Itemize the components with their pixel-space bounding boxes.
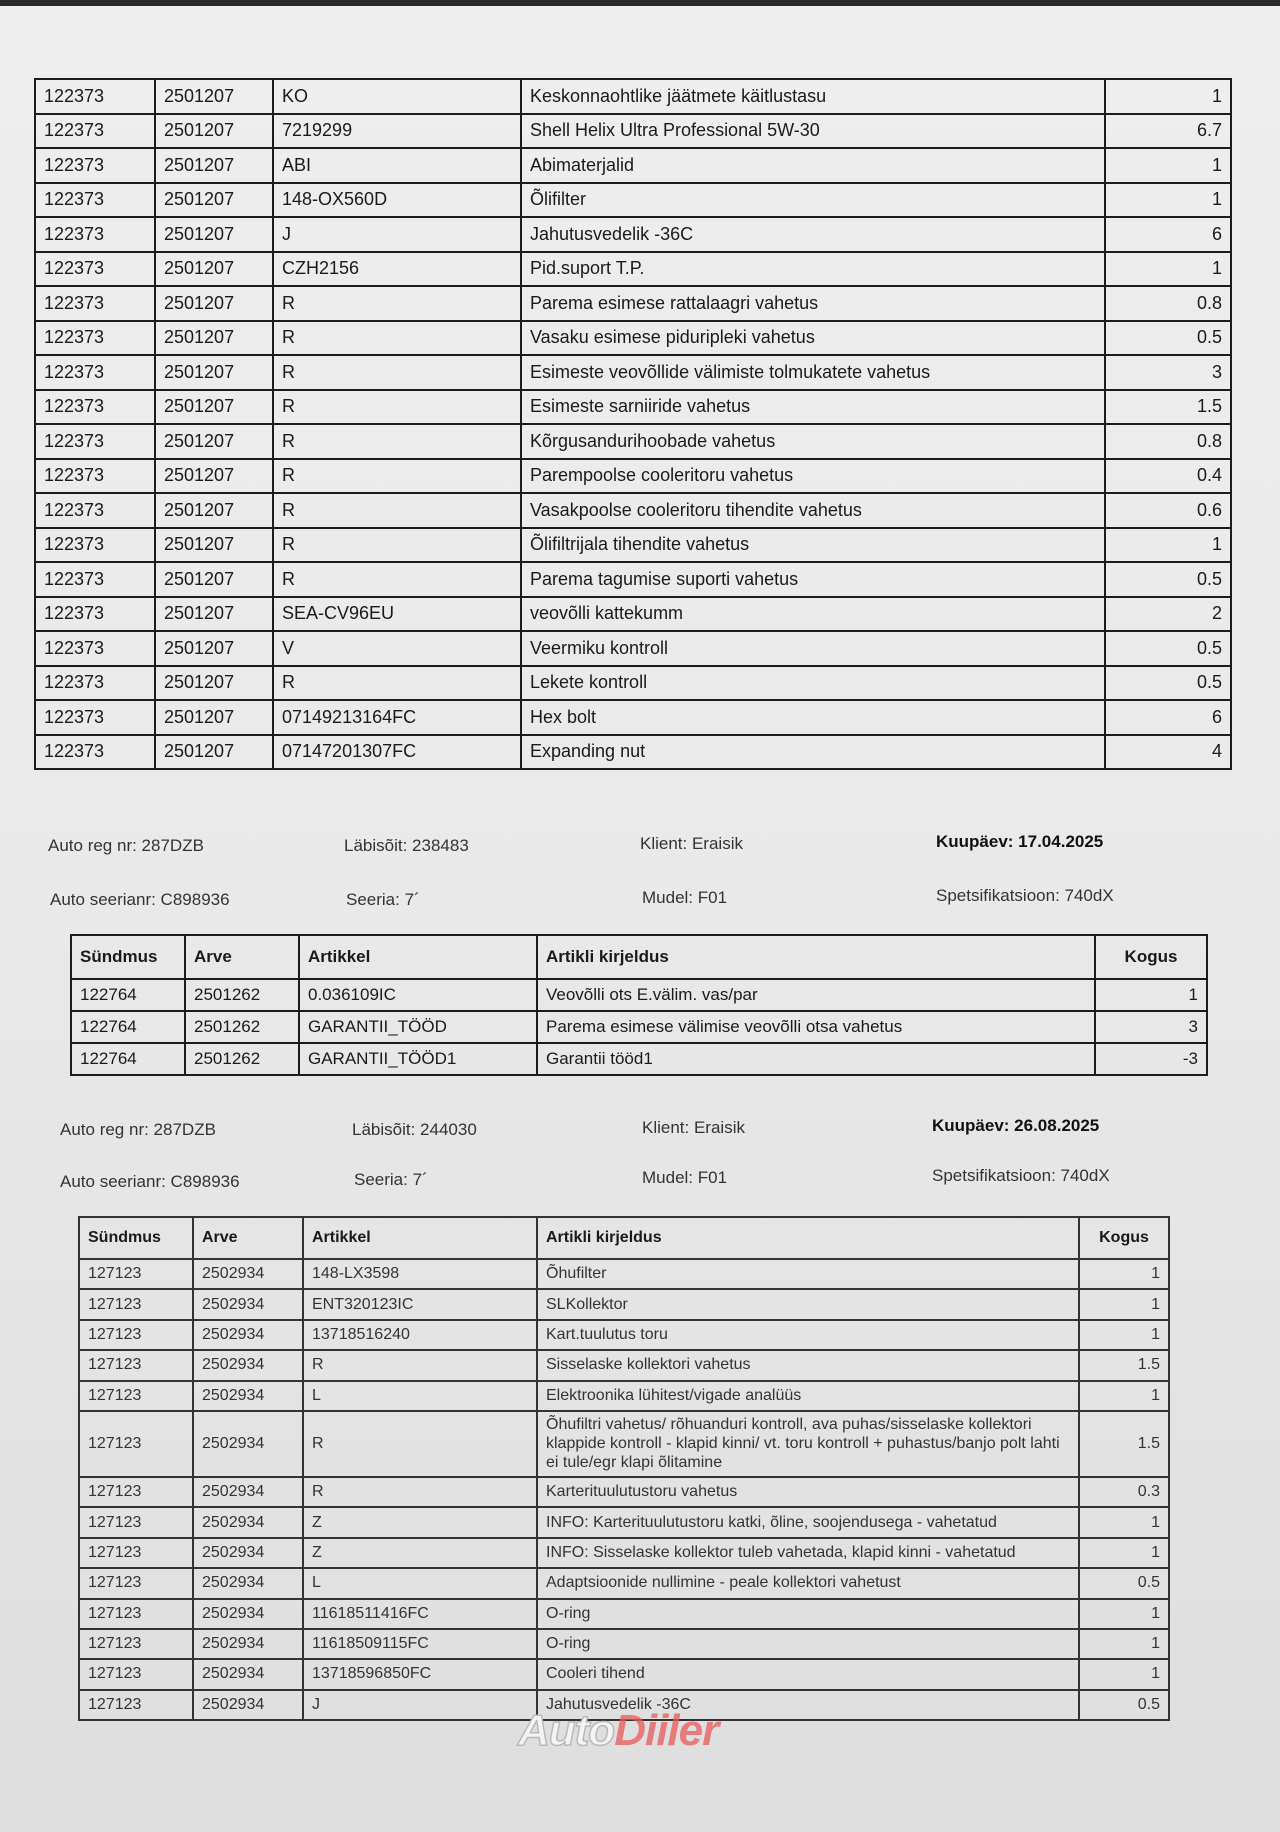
article-cell: L xyxy=(303,1381,537,1411)
quantity-cell: 6.7 xyxy=(1105,114,1231,149)
description-cell: Jahutusvedelik -36C xyxy=(537,1690,1079,1720)
model: Mudel: F01 xyxy=(642,1168,728,1187)
mileage: Läbisõit: 244030 xyxy=(352,1120,477,1139)
description-cell: Hex bolt xyxy=(521,700,1105,735)
invoice-cell: 2502934 xyxy=(193,1599,303,1629)
description-cell: Kõrgusandurihoobade vahetus xyxy=(521,424,1105,459)
table-row xyxy=(35,148,1231,183)
description-cell: Sisselaske kollektori vahetus xyxy=(537,1350,1079,1380)
invoice-cell: 2501207 xyxy=(155,148,273,183)
auto-reg-nr: Auto reg nr: 287DZB xyxy=(60,1120,216,1139)
top-edge xyxy=(0,0,1280,6)
table-row xyxy=(35,493,1231,528)
invoice-cell: 2501262 xyxy=(185,979,299,1011)
table-row xyxy=(79,1507,1169,1537)
article-cell: R xyxy=(273,666,521,701)
event-cell: 127123 xyxy=(79,1350,193,1380)
invoice-cell: 2501262 xyxy=(185,1043,299,1075)
event-cell: 122373 xyxy=(35,183,155,218)
description-cell: Parempoolse cooleritoru vahetus xyxy=(521,459,1105,494)
quantity-cell: 1 xyxy=(1079,1599,1169,1629)
table-row xyxy=(35,700,1231,735)
service-items-table-1 xyxy=(34,78,1232,770)
article-cell: 11618509115FC xyxy=(303,1629,537,1659)
quantity-cell: 6 xyxy=(1105,217,1231,252)
description-cell: INFO: Karterituulutustoru katki, õline, soojendusega - vahetatud xyxy=(537,1507,1079,1537)
event-cell: 127123 xyxy=(79,1320,193,1350)
quantity-cell: 1 xyxy=(1079,1381,1169,1411)
invoice-cell: 2501207 xyxy=(155,700,273,735)
quantity-cell: 1 xyxy=(1079,1538,1169,1568)
mileage: Läbisõit: 238483 xyxy=(344,836,469,855)
table-row xyxy=(79,1568,1169,1598)
description-cell: Veovõlli ots E.välim. vas/par xyxy=(537,979,1095,1011)
description-cell: Keskonnaohtlike jäätmete käitlustasu xyxy=(521,79,1105,114)
invoice-cell: 2501207 xyxy=(155,114,273,149)
event-cell: 122373 xyxy=(35,321,155,356)
date: Kuupäev: 17.04.2025 xyxy=(936,832,1104,851)
event-cell: 122373 xyxy=(35,114,155,149)
invoice-cell: 2501207 xyxy=(155,217,273,252)
header-article: Artikkel xyxy=(303,1217,537,1259)
invoice-cell: 2501262 xyxy=(185,1011,299,1043)
description-cell: Parema esimese välimise veovõlli otsa vahetus xyxy=(537,1011,1095,1043)
quantity-cell: 1.5 xyxy=(1079,1411,1169,1477)
article-cell: L xyxy=(303,1568,537,1598)
invoice-cell: 2501207 xyxy=(155,528,273,563)
description-cell: Elektroonika lühitest/vigade analüüs xyxy=(537,1381,1079,1411)
article-cell: 0.036109IC xyxy=(299,979,537,1011)
quantity-cell: 1 xyxy=(1105,148,1231,183)
quantity-cell: 0.3 xyxy=(1079,1477,1169,1507)
invoice-cell: 2501207 xyxy=(155,424,273,459)
description-cell: Jahutusvedelik -36C xyxy=(521,217,1105,252)
article-cell: R xyxy=(273,459,521,494)
table-row xyxy=(79,1599,1169,1629)
quantity-cell: 3 xyxy=(1095,1011,1207,1043)
header-description: Artikli kirjeldus xyxy=(537,1217,1079,1259)
description-cell: O-ring xyxy=(537,1629,1079,1659)
quantity-cell: 1 xyxy=(1105,528,1231,563)
quantity-cell: 3 xyxy=(1105,355,1231,390)
quantity-cell: 1.5 xyxy=(1105,390,1231,425)
event-cell: 122373 xyxy=(35,597,155,632)
article-cell: R xyxy=(273,424,521,459)
invoice-cell: 2501207 xyxy=(155,597,273,632)
article-cell: 13718596850FC xyxy=(303,1659,537,1689)
header-invoice: Arve xyxy=(185,935,299,979)
event-cell: 127123 xyxy=(79,1411,193,1477)
table-row xyxy=(35,114,1231,149)
model: Mudel: F01 xyxy=(642,888,728,907)
quantity-cell: 0.4 xyxy=(1105,459,1231,494)
article-cell: 07149213164FC xyxy=(273,700,521,735)
article-cell: 148-OX560D xyxy=(273,183,521,218)
client: Klient: Eraisik xyxy=(642,1118,745,1137)
invoice-cell: 2501207 xyxy=(155,252,273,287)
event-cell: 127123 xyxy=(79,1599,193,1629)
service-items-table-2 xyxy=(70,934,1208,1076)
table-row xyxy=(35,597,1231,632)
article-cell: 7219299 xyxy=(273,114,521,149)
invoice-cell: 2502934 xyxy=(193,1259,303,1289)
event-cell: 122373 xyxy=(35,355,155,390)
quantity-cell: 0.5 xyxy=(1079,1690,1169,1720)
article-cell: R xyxy=(273,493,521,528)
quantity-cell: 0.5 xyxy=(1105,666,1231,701)
description-cell: Vasakpoolse cooleritoru tihendite vahetus xyxy=(521,493,1105,528)
header-invoice: Arve xyxy=(193,1217,303,1259)
quantity-cell: 1.5 xyxy=(1079,1350,1169,1380)
quantity-cell: 0.5 xyxy=(1105,321,1231,356)
description-cell: Karterituulutustoru vahetus xyxy=(537,1477,1079,1507)
date: Kuupäev: 26.08.2025 xyxy=(932,1116,1100,1135)
invoice-cell: 2502934 xyxy=(193,1350,303,1380)
quantity-cell: 1 xyxy=(1079,1320,1169,1350)
description-cell: SLKollektor xyxy=(537,1289,1079,1319)
table-row xyxy=(35,79,1231,114)
event-cell: 127123 xyxy=(79,1568,193,1598)
description-cell: Parema tagumise suporti vahetus xyxy=(521,562,1105,597)
quantity-cell: 4 xyxy=(1105,735,1231,770)
article-cell: R xyxy=(273,321,521,356)
invoice-cell: 2501207 xyxy=(155,79,273,114)
description-cell: Õlifiltrijala tihendite vahetus xyxy=(521,528,1105,563)
table-row xyxy=(71,1011,1207,1043)
table-row xyxy=(35,459,1231,494)
table-row xyxy=(71,1043,1207,1075)
table-row xyxy=(35,390,1231,425)
table-row xyxy=(35,217,1231,252)
article-cell: R xyxy=(273,390,521,425)
quantity-cell: -3 xyxy=(1095,1043,1207,1075)
description-cell: Shell Helix Ultra Professional 5W-30 xyxy=(521,114,1105,149)
quantity-cell: 1 xyxy=(1079,1289,1169,1319)
table-row xyxy=(79,1477,1169,1507)
description-cell: Esimeste sarniiride vahetus xyxy=(521,390,1105,425)
article-cell: R xyxy=(273,528,521,563)
table-row xyxy=(35,286,1231,321)
table-row xyxy=(79,1629,1169,1659)
event-cell: 127123 xyxy=(79,1507,193,1537)
quantity-cell: 0.5 xyxy=(1105,631,1231,666)
event-cell: 122373 xyxy=(35,459,155,494)
article-cell: 07147201307FC xyxy=(273,735,521,770)
event-cell: 122373 xyxy=(35,700,155,735)
invoice-cell: 2502934 xyxy=(193,1690,303,1720)
invoice-cell: 2502934 xyxy=(193,1411,303,1477)
event-cell: 122764 xyxy=(71,1043,185,1075)
invoice-cell: 2502934 xyxy=(193,1381,303,1411)
invoice-cell: 2502934 xyxy=(193,1629,303,1659)
auto-reg-nr: Auto reg nr: 287DZB xyxy=(48,836,204,855)
series: Seeria: 7´ xyxy=(354,1170,428,1189)
series: Seeria: 7´ xyxy=(346,890,420,909)
article-cell: 13718516240 xyxy=(303,1320,537,1350)
quantity-cell: 1 xyxy=(1079,1629,1169,1659)
event-cell: 122373 xyxy=(35,493,155,528)
table-row xyxy=(35,321,1231,356)
invoice-cell: 2502934 xyxy=(193,1507,303,1537)
event-cell: 122373 xyxy=(35,424,155,459)
table-row xyxy=(79,1381,1169,1411)
description-cell: Garantii tööd1 xyxy=(537,1043,1095,1075)
description-cell: Adaptsioonide nullimine - peale kollektori vahetust xyxy=(537,1568,1079,1598)
article-cell: R xyxy=(303,1350,537,1380)
event-cell: 127123 xyxy=(79,1538,193,1568)
header-article: Artikkel xyxy=(299,935,537,979)
invoice-cell: 2501207 xyxy=(155,666,273,701)
description-cell: O-ring xyxy=(537,1599,1079,1629)
event-cell: 122373 xyxy=(35,217,155,252)
description-cell: Veermiku kontroll xyxy=(521,631,1105,666)
article-cell: R xyxy=(273,562,521,597)
event-cell: 127123 xyxy=(79,1659,193,1689)
invoice-cell: 2501207 xyxy=(155,493,273,528)
table-row xyxy=(79,1659,1169,1689)
invoice-cell: 2501207 xyxy=(155,286,273,321)
invoice-cell: 2502934 xyxy=(193,1477,303,1507)
quantity-cell: 1 xyxy=(1105,183,1231,218)
invoice-cell: 2502934 xyxy=(193,1320,303,1350)
quantity-cell: 1 xyxy=(1105,79,1231,114)
event-cell: 122373 xyxy=(35,252,155,287)
header-event: Sündmus xyxy=(79,1217,193,1259)
table-row xyxy=(35,666,1231,701)
event-cell: 127123 xyxy=(79,1690,193,1720)
header-description: Artikli kirjeldus xyxy=(537,935,1095,979)
table-row xyxy=(79,1538,1169,1568)
table-row xyxy=(79,1289,1169,1319)
description-cell: Lekete kontroll xyxy=(521,666,1105,701)
description-cell: Õhufilter xyxy=(537,1259,1079,1289)
table-row xyxy=(79,1350,1169,1380)
invoice-cell: 2501207 xyxy=(155,562,273,597)
article-cell: R xyxy=(273,355,521,390)
article-cell: R xyxy=(303,1411,537,1477)
invoice-cell: 2501207 xyxy=(155,631,273,666)
header-quantity: Kogus xyxy=(1095,935,1207,979)
description-cell: Abimaterjalid xyxy=(521,148,1105,183)
quantity-cell: 1 xyxy=(1079,1507,1169,1537)
description-cell: Esimeste veovõllide välimiste tolmukatete vahetus xyxy=(521,355,1105,390)
invoice-cell: 2502934 xyxy=(193,1538,303,1568)
article-cell: 11618511416FC xyxy=(303,1599,537,1629)
event-cell: 127123 xyxy=(79,1477,193,1507)
quantity-cell: 0.8 xyxy=(1105,286,1231,321)
quantity-cell: 1 xyxy=(1105,252,1231,287)
table-row xyxy=(35,183,1231,218)
invoice-cell: 2501207 xyxy=(155,390,273,425)
quantity-cell: 6 xyxy=(1105,700,1231,735)
article-cell: Z xyxy=(303,1507,537,1537)
table-row xyxy=(35,528,1231,563)
invoice-cell: 2501207 xyxy=(155,321,273,356)
article-cell: Z xyxy=(303,1538,537,1568)
article-cell: KO xyxy=(273,79,521,114)
specification: Spetsifikatsioon: 740dX xyxy=(936,886,1114,905)
description-cell: Pid.suport T.P. xyxy=(521,252,1105,287)
description-cell: Cooleri tihend xyxy=(537,1659,1079,1689)
article-cell: R xyxy=(303,1477,537,1507)
table-row xyxy=(79,1259,1169,1289)
serial-nr: Auto seerianr: C898936 xyxy=(50,890,230,909)
article-cell: J xyxy=(273,217,521,252)
autodiiler-watermark-logo: AutoDiiler xyxy=(518,1706,719,1755)
event-cell: 122764 xyxy=(71,979,185,1011)
article-cell: GARANTII_TÖÖD xyxy=(299,1011,537,1043)
quantity-cell: 1 xyxy=(1095,979,1207,1011)
table-row xyxy=(79,1411,1169,1477)
event-cell: 127123 xyxy=(79,1629,193,1659)
table-row xyxy=(35,735,1231,770)
invoice-cell: 2501207 xyxy=(155,735,273,770)
quantity-cell: 1 xyxy=(1079,1259,1169,1289)
article-cell: J xyxy=(303,1690,537,1720)
event-cell: 127123 xyxy=(79,1381,193,1411)
article-cell: CZH2156 xyxy=(273,252,521,287)
client: Klient: Eraisik xyxy=(640,834,743,853)
article-cell: V xyxy=(273,631,521,666)
invoice-cell: 2502934 xyxy=(193,1289,303,1319)
event-cell: 122373 xyxy=(35,735,155,770)
article-cell: SEA-CV96EU xyxy=(273,597,521,632)
table-row xyxy=(35,631,1231,666)
description-cell: Õhufiltri vahetus/ rõhuanduri kontroll, ava puhas/sisselaske kollektori klappide kontroll - klapid kinni/ vt. toru kontroll + puhastus/banjo polt lahti ei tule/egr klapi õlitamine xyxy=(537,1411,1079,1477)
event-cell: 122373 xyxy=(35,390,155,425)
invoice-cell: 2502934 xyxy=(193,1659,303,1689)
invoice-cell: 2502934 xyxy=(193,1568,303,1598)
article-cell: ABI xyxy=(273,148,521,183)
description-cell: veovõlli kattekumm xyxy=(521,597,1105,632)
header-event: Sündmus xyxy=(71,935,185,979)
service-items-table-3 xyxy=(78,1216,1170,1721)
article-cell: GARANTII_TÖÖD1 xyxy=(299,1043,537,1075)
header-quantity: Kogus xyxy=(1079,1217,1169,1259)
description-cell: Kart.tuulutus toru xyxy=(537,1320,1079,1350)
event-cell: 122373 xyxy=(35,562,155,597)
specification: Spetsifikatsioon: 740dX xyxy=(932,1166,1110,1185)
quantity-cell: 0.5 xyxy=(1105,562,1231,597)
article-cell: ENT320123IC xyxy=(303,1289,537,1319)
event-cell: 122373 xyxy=(35,666,155,701)
table-row xyxy=(79,1320,1169,1350)
quantity-cell: 1 xyxy=(1079,1659,1169,1689)
invoice-cell: 2501207 xyxy=(155,183,273,218)
event-cell: 122373 xyxy=(35,528,155,563)
event-cell: 122373 xyxy=(35,631,155,666)
description-cell: Vasaku esimese piduripleki vahetus xyxy=(521,321,1105,356)
table-row xyxy=(35,424,1231,459)
article-cell: R xyxy=(273,286,521,321)
quantity-cell: 0.5 xyxy=(1079,1568,1169,1598)
description-cell: INFO: Sisselaske kollektor tuleb vahetada, klapid kinni - vahetatud xyxy=(537,1538,1079,1568)
description-cell: Expanding nut xyxy=(521,735,1105,770)
event-cell: 122373 xyxy=(35,79,155,114)
article-cell: 148-LX3598 xyxy=(303,1259,537,1289)
quantity-cell: 0.6 xyxy=(1105,493,1231,528)
table-row xyxy=(71,979,1207,1011)
quantity-cell: 2 xyxy=(1105,597,1231,632)
table-row xyxy=(35,562,1231,597)
table-row xyxy=(35,355,1231,390)
invoice-cell: 2501207 xyxy=(155,459,273,494)
description-cell: Õlifilter xyxy=(521,183,1105,218)
serial-nr: Auto seerianr: C898936 xyxy=(60,1172,240,1191)
event-cell: 127123 xyxy=(79,1259,193,1289)
event-cell: 122373 xyxy=(35,148,155,183)
invoice-cell: 2501207 xyxy=(155,355,273,390)
table-row xyxy=(35,252,1231,287)
event-cell: 122373 xyxy=(35,286,155,321)
event-cell: 127123 xyxy=(79,1289,193,1319)
event-cell: 122764 xyxy=(71,1011,185,1043)
quantity-cell: 0.8 xyxy=(1105,424,1231,459)
description-cell: Parema esimese rattalaagri vahetus xyxy=(521,286,1105,321)
